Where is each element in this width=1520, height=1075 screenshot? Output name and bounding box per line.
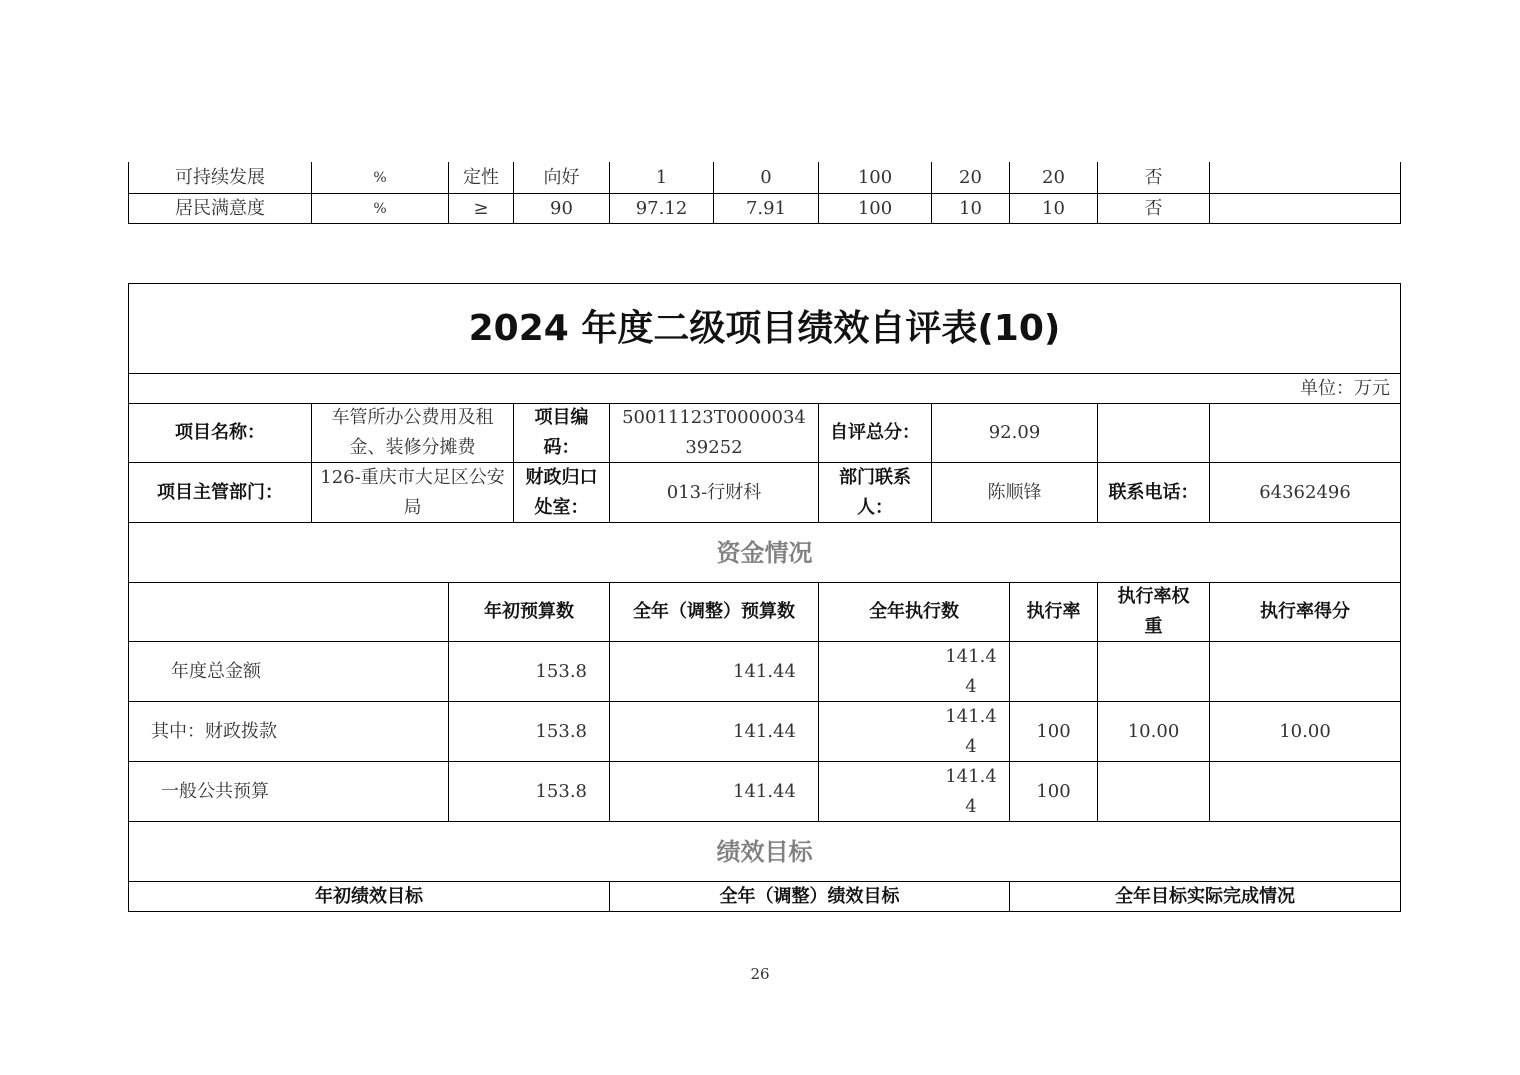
indicator-actual: 1 (609, 162, 714, 194)
indicator-operator: 定性 (448, 162, 514, 194)
project-code-label: 项目编码： (513, 403, 610, 463)
indicator-name: 居民满意度 (128, 193, 312, 224)
funds-section-title: 资金情况 (128, 522, 1401, 583)
funds-row-label: 其中：财政拨款 (128, 701, 449, 762)
funds-row-adjusted: 141.44 (609, 761, 819, 822)
indicator-unit: % (311, 193, 449, 224)
funds-row-initial: 153.8 (448, 641, 610, 702)
indicator-completion: 100 (818, 162, 932, 194)
indicator-note (1209, 193, 1401, 224)
project-name-value: 车管所办公费用及租金、装修分摊费 (311, 403, 514, 463)
indicator-actual: 97.12 (609, 193, 714, 224)
contact-label: 部门联系人： (818, 462, 932, 523)
indicator-core: 否 (1097, 193, 1210, 224)
funds-row-weight (1097, 641, 1210, 702)
funds-row-label: 年度总金额 (128, 641, 449, 702)
contact-value: 陈顺锋 (931, 462, 1098, 523)
finance-office-value: 013-行财科 (609, 462, 819, 523)
indicator-completion: 100 (818, 193, 932, 224)
indicator-note (1209, 162, 1401, 194)
funds-row-adjusted: 141.44 (609, 701, 819, 762)
indicator-score: 10 (1009, 193, 1098, 224)
phone-label: 联系电话： (1097, 462, 1210, 523)
funds-row-score (1209, 761, 1401, 822)
project-code-value: 50011123T000003439252 (609, 403, 819, 463)
dept-value: 126-重庆市大足区公安局 (311, 462, 514, 523)
goals-header-initial: 年初绩效目标 (128, 881, 610, 912)
form-title: 2024 年度二级项目绩效自评表(10) (128, 283, 1401, 374)
funds-header-blank (128, 582, 449, 642)
funds-row-label: 一般公共预算 (128, 761, 449, 822)
funds-row-executed: 141.44 (818, 761, 1010, 822)
indicator-core: 否 (1097, 162, 1210, 194)
funds-row-executed: 141.44 (818, 641, 1010, 702)
funds-header-initial: 年初预算数 (448, 582, 610, 642)
indicator-deviation: 0 (713, 162, 819, 194)
indicator-name: 可持续发展 (128, 162, 312, 194)
goals-header-adjusted: 全年（调整）绩效目标 (609, 881, 1010, 912)
phone-value: 64362496 (1209, 462, 1401, 523)
funds-row-executed: 141.44 (818, 701, 1010, 762)
funds-row-rate: 100 (1009, 701, 1098, 762)
funds-row-rate (1009, 641, 1098, 702)
self-score-label: 自评总分： (818, 403, 932, 463)
indicator-unit: % (311, 162, 449, 194)
indicator-operator: ≥ (448, 193, 514, 224)
goals-section-title: 绩效目标 (128, 821, 1401, 882)
funds-header-executed: 全年执行数 (818, 582, 1010, 642)
funds-header-rate: 执行率 (1009, 582, 1098, 642)
funds-row-adjusted: 141.44 (609, 641, 819, 702)
indicator-score: 20 (1009, 162, 1098, 194)
empty-cell (1209, 403, 1401, 463)
indicator-weight: 10 (931, 193, 1010, 224)
funds-header-weight: 执行率权重 (1097, 582, 1210, 642)
goals-header-actual: 全年目标实际完成情况 (1009, 881, 1401, 912)
dept-label: 项目主管部门： (128, 462, 312, 523)
indicator-deviation: 7.91 (713, 193, 819, 224)
self-score-value: 92.09 (931, 403, 1098, 463)
funds-header-adjusted: 全年（调整）预算数 (609, 582, 819, 642)
empty-cell (1097, 403, 1210, 463)
funds-row-weight (1097, 761, 1210, 822)
indicator-weight: 20 (931, 162, 1010, 194)
funds-row-score (1209, 641, 1401, 702)
funds-row-initial: 153.8 (448, 701, 610, 762)
indicator-target: 90 (513, 193, 610, 224)
funds-row-rate: 100 (1009, 761, 1098, 822)
indicator-target: 向好 (513, 162, 610, 194)
funds-row-initial: 153.8 (448, 761, 610, 822)
page-number: 26 (750, 965, 770, 983)
funds-row-weight: 10.00 (1097, 701, 1210, 762)
funds-header-score: 执行率得分 (1209, 582, 1401, 642)
project-name-label: 项目名称： (128, 403, 312, 463)
unit-label: 单位：万元 (128, 373, 1401, 404)
finance-office-label: 财政归口处室： (513, 462, 610, 523)
funds-row-score: 10.00 (1209, 701, 1401, 762)
